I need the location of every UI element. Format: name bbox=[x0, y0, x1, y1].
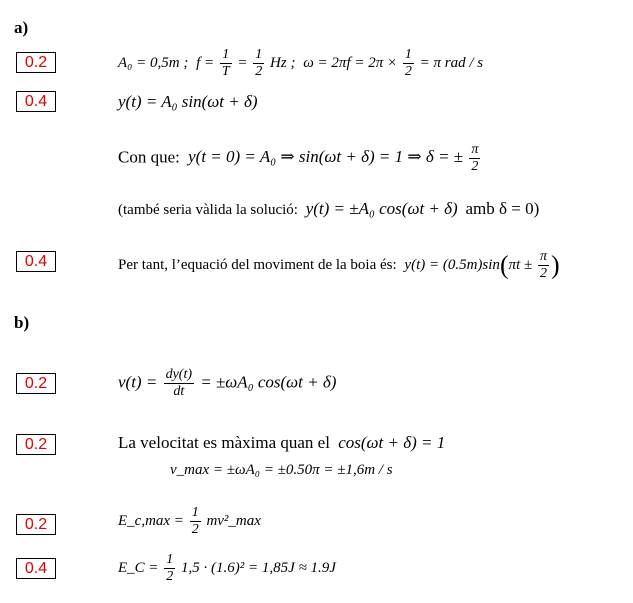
score-box: 0.4 bbox=[16, 251, 56, 272]
score-box: 0.2 bbox=[16, 52, 56, 73]
note-alternative-solution: (també seria vàlida la solució: y(t) = ±A₀ cos(ωt + δ) amb δ = 0) bbox=[118, 199, 540, 218]
equation-position: y(t) = A₀ sin(ωt + δ) bbox=[118, 92, 258, 111]
section-b-label: b) bbox=[14, 313, 30, 332]
score-box: 0.4 bbox=[16, 558, 56, 579]
equation-buoy-motion: Per tant, l’equació del moviment de la boia és: y(t) = (0.5m)sin(πt ± $\frac{\pi}{2}$ ) bbox=[118, 249, 560, 281]
equation-kinetic-energy-value: E_C = $\frac{1}{2}$ 1,5 · (1.6)² = 1,85J ≈ 1.9J bbox=[118, 552, 336, 584]
equation-amplitude-frequency: A₀ = 0,5m ; f = $\frac{1}{T}$ = $\frac{1}{2}$ Hz ; ω = 2πf = 2π × $\frac{1}{2}$ = π rad / s bbox=[118, 47, 484, 79]
equation-initial-condition: Con que: y(t = 0) = A₀ ⇒ sin(ωt + δ) = 1 ⇒ δ = ± $\frac{\pi}{2}$ bbox=[118, 142, 479, 174]
score-box: 0.2 bbox=[16, 514, 56, 535]
section-a-label: a) bbox=[14, 18, 29, 37]
score-box: 0.2 bbox=[16, 434, 56, 455]
equation-max-velocity: v_max = ±ωA₀ = ±0.50π = ±1,6m / s bbox=[170, 462, 393, 478]
equation-velocity: v(t) = $\frac{dy(t)}{dt}$ = ±ωA₀ cos(ωt + δ) bbox=[118, 367, 337, 399]
text-max-velocity-condition: La velocitat es màxima quan el cos(ωt + δ) = 1 bbox=[118, 433, 446, 452]
equation-max-kinetic-energy: E_c,max = $\frac{1}{2}$ mv²_max bbox=[118, 505, 261, 537]
score-box: 0.2 bbox=[16, 373, 56, 394]
score-box: 0.4 bbox=[16, 91, 56, 112]
